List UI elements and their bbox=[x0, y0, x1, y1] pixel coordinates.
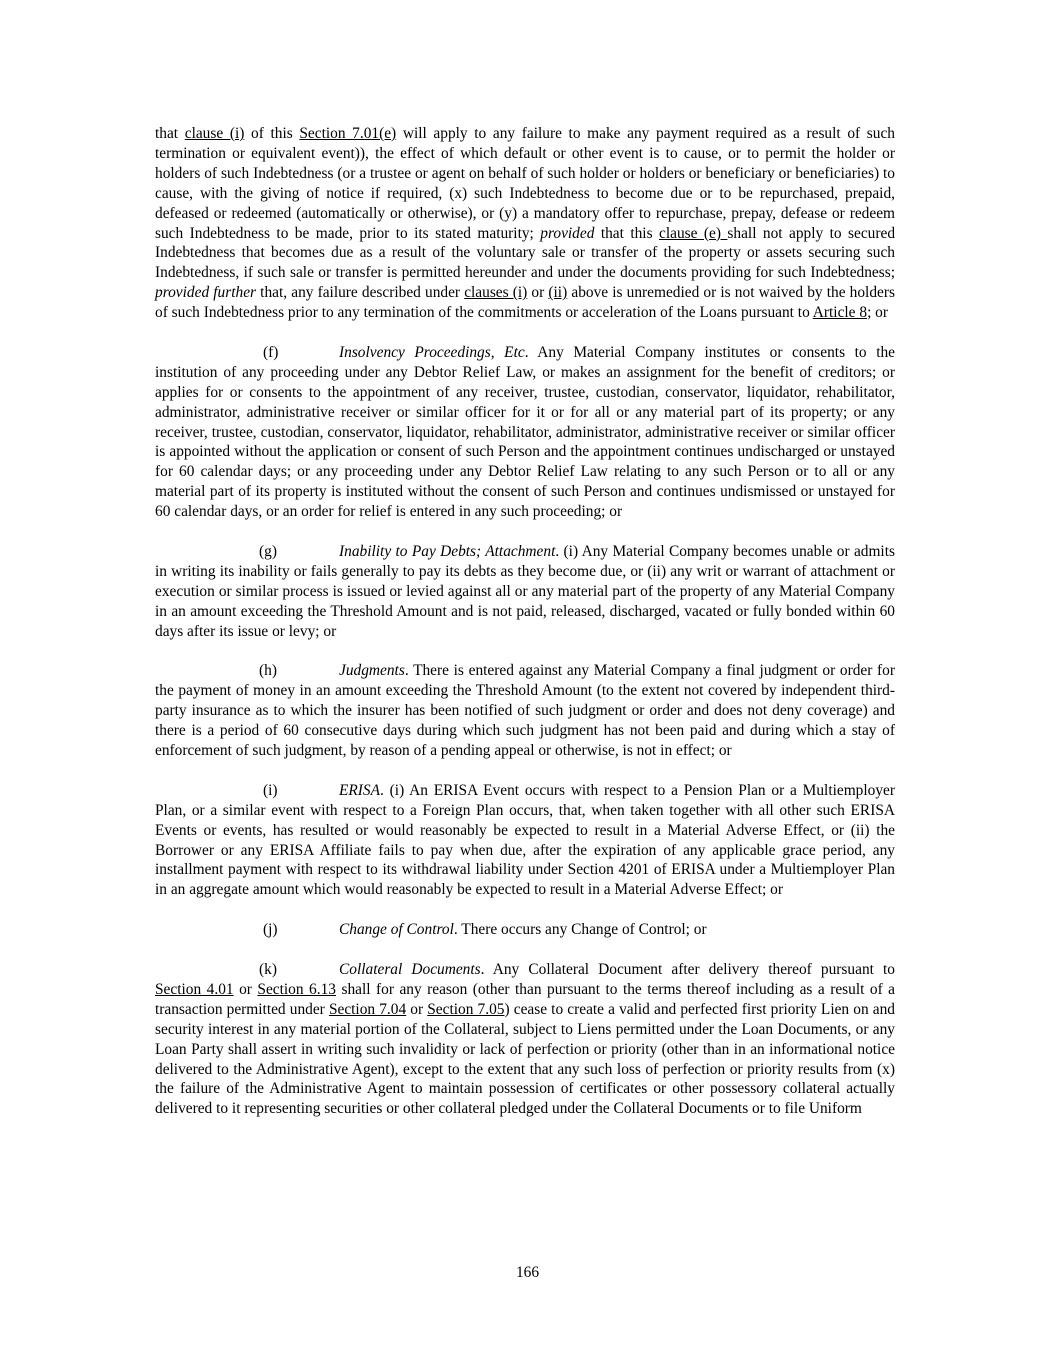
paragraph-h bbox=[155, 661, 895, 761]
text: that bbox=[155, 125, 185, 142]
provided-emphasis: provided bbox=[540, 224, 595, 242]
reference-section-4-01: Section 4.01 bbox=[155, 980, 234, 998]
paragraph-f bbox=[155, 343, 895, 522]
clause-heading: Judgments bbox=[339, 662, 405, 680]
clause-label: (k) bbox=[259, 960, 277, 978]
reference-section-7-04: Section 7.04 bbox=[328, 1000, 407, 1018]
page-number: 166 bbox=[515, 1264, 540, 1281]
reference-clause-i: clause (i) bbox=[184, 125, 245, 142]
paragraph-e-continuation bbox=[155, 124, 895, 323]
provided-further-emphasis: provided further bbox=[155, 284, 257, 302]
clause-heading: Collateral Documents bbox=[339, 960, 481, 978]
reference-clause-ii: (ii) bbox=[548, 284, 568, 302]
reference-section-7-01-e: Section 7.01(e) bbox=[299, 125, 397, 142]
text: will apply to any failure to make any payment required as a result of such termination or equivalent event)), the effect of which default or other event is to cause, or to permit the holder or holders of such Indebtedness (or a trustee or agent on behalf of such holder or holders or beneficiary or beneficiaries) to cause, with the giving of notice if required, (x) such Indebtedness to become due or to be repurchased, prepaid, defeased or redeemed (automatically or otherwise), or (y) a mandatory offer to repurchase, prepay, defease or redeem such Indebtedness to be made, prior to its stated maturity; bbox=[155, 125, 896, 242]
clause-heading: ERISA bbox=[339, 781, 381, 799]
text: or bbox=[406, 1000, 428, 1018]
paragraph-g bbox=[155, 542, 895, 642]
clause-body: . (i) Any Material Company becomes unable or admits in writing its inability or fails generally to pay its debts as they become due, or (ii) any writ or warrant of attachment or execution or similar process is issued or levied against all or any material part of the property of any Material Company in an amount exceeding the Threshold Amount and is not paid, released, discharged, vacated or fully bonded within 60 days after its issue or levy; or bbox=[155, 543, 895, 640]
reference-section-6-13: Section 6.13 bbox=[257, 980, 336, 998]
reference-section-7-05: Section 7.05 bbox=[427, 1000, 505, 1018]
clause-body: . (i) An ERISA Event occurs with respect to a Pension Plan or a Multiemployer Plan, or a similar event with respect to a Foreign Plan occurs, that, when taken together with all other such ERISA Events or events, has resulted or would reasonably be expected to result in a Material Adverse Effect, or (ii) the Borrower or any ERISA Affiliate fails to pay when due, after the expiration of any applicable grace period, any installment payment with respect to its withdrawal liability under Section 4201 of ERISA under a Multiemployer Plan in an aggregate amount which would reasonably be expected to result in a Material Adverse Effect; or bbox=[155, 781, 895, 899]
text: ; or bbox=[867, 304, 889, 322]
reference-clauses-i: clauses (i) bbox=[464, 284, 528, 302]
document-page bbox=[155, 124, 895, 1119]
text: above is unremedied or is not waived by the holders of such Indebtedness prior to any termination of the commitments or acceleration of the Loans pursuant to bbox=[155, 284, 895, 322]
text: or bbox=[527, 284, 549, 302]
clause-label: (j) bbox=[263, 921, 278, 939]
text: ) cease to create a valid and perfected first priority Lien on and security interest in any material portion of the Collateral, subject to Liens permitted under the Loan Documents, or any Loan Party shall assert in writing such invalidity or lack of perfection or priority (other than in an informational notice delivered to the Administrative Agent), except to the extent that any such loss of perfection or priority results from (x) the failure of the Administrative Agent to maintain possession of certificates or other possessory collateral actually delivered to it representing securities or other collateral pledged under the Collateral Documents or to file Uniform bbox=[155, 1000, 895, 1118]
clause-heading: Insolvency Proceedings, Etc bbox=[339, 343, 525, 361]
reference-article-8: Article 8 bbox=[812, 304, 868, 322]
text: that this bbox=[594, 224, 660, 242]
text: of this bbox=[244, 125, 300, 142]
text: . Any Collateral Document after delivery thereof pursuant to bbox=[480, 960, 895, 978]
text: shall not apply to secured Indebtedness that becomes due as a result of the voluntary sale or transfer of the property or assets securing such Indebtedness, if such sale or transfer is permitted hereunder and under the documents providing for such Indebtedness; bbox=[155, 224, 896, 282]
clause-heading: Change of Control bbox=[339, 921, 454, 939]
clause-body: . Any Material Company institutes or consents to the institution of any proceeding under any Debtor Relief Law, or makes an assignment for the benefit of creditors; or applies for or consents to the appointment of any receiver, trustee, custodian, conservator, liquidator, rehabilitator, administrator, administrative receiver or similar officer for it or for all or any material part of its property; or any receiver, trustee, custodian, conservator, liquidator, rehabilitator, administrator, administrative receiver or similar officer is appointed without the application or consent of such Person and the appointment continues undischarged or unstayed for 60 calendar days; or any proceeding under any Debtor Relief Law relating to any such Person or to all or any material part of its property is instituted without the consent of such Person and continues undismissed or unstayed for 60 calendar days, or an order for relief is entered in any such proceeding; or bbox=[155, 343, 895, 521]
clause-label: (f) bbox=[263, 343, 279, 361]
clause-label: (i) bbox=[263, 781, 278, 799]
text: that, any failure described under bbox=[256, 284, 465, 302]
paragraph-j bbox=[155, 920, 895, 940]
clause-body: . There occurs any Change of Control; or bbox=[453, 921, 707, 939]
reference-clause-e: clause (e) bbox=[659, 224, 728, 242]
clause-body: . There is entered against any Material Company a final judgment or order for the payment of money in an amount exceeding the Threshold Amount (to the extent not covered by independent third-party insurance as to which the insurer has been notified of such judgment or order and does not deny coverage) and there is a period of 60 consecutive days during which such judgment has not been paid and during which a stay of enforcement of such judgment, by reason of a pending appeal or otherwise, is not in effect; or bbox=[155, 662, 895, 760]
clause-label: (h) bbox=[259, 662, 277, 680]
paragraph-k bbox=[155, 960, 895, 1119]
clause-heading: Inability to Pay Debts; Attachment bbox=[339, 543, 556, 560]
text: or bbox=[233, 980, 258, 998]
clause-label: (g) bbox=[259, 543, 277, 560]
text: shall for any reason (other than pursuant to the terms thereof including as a result of a transaction permitted under bbox=[155, 980, 896, 1018]
paragraph-i bbox=[155, 781, 895, 900]
